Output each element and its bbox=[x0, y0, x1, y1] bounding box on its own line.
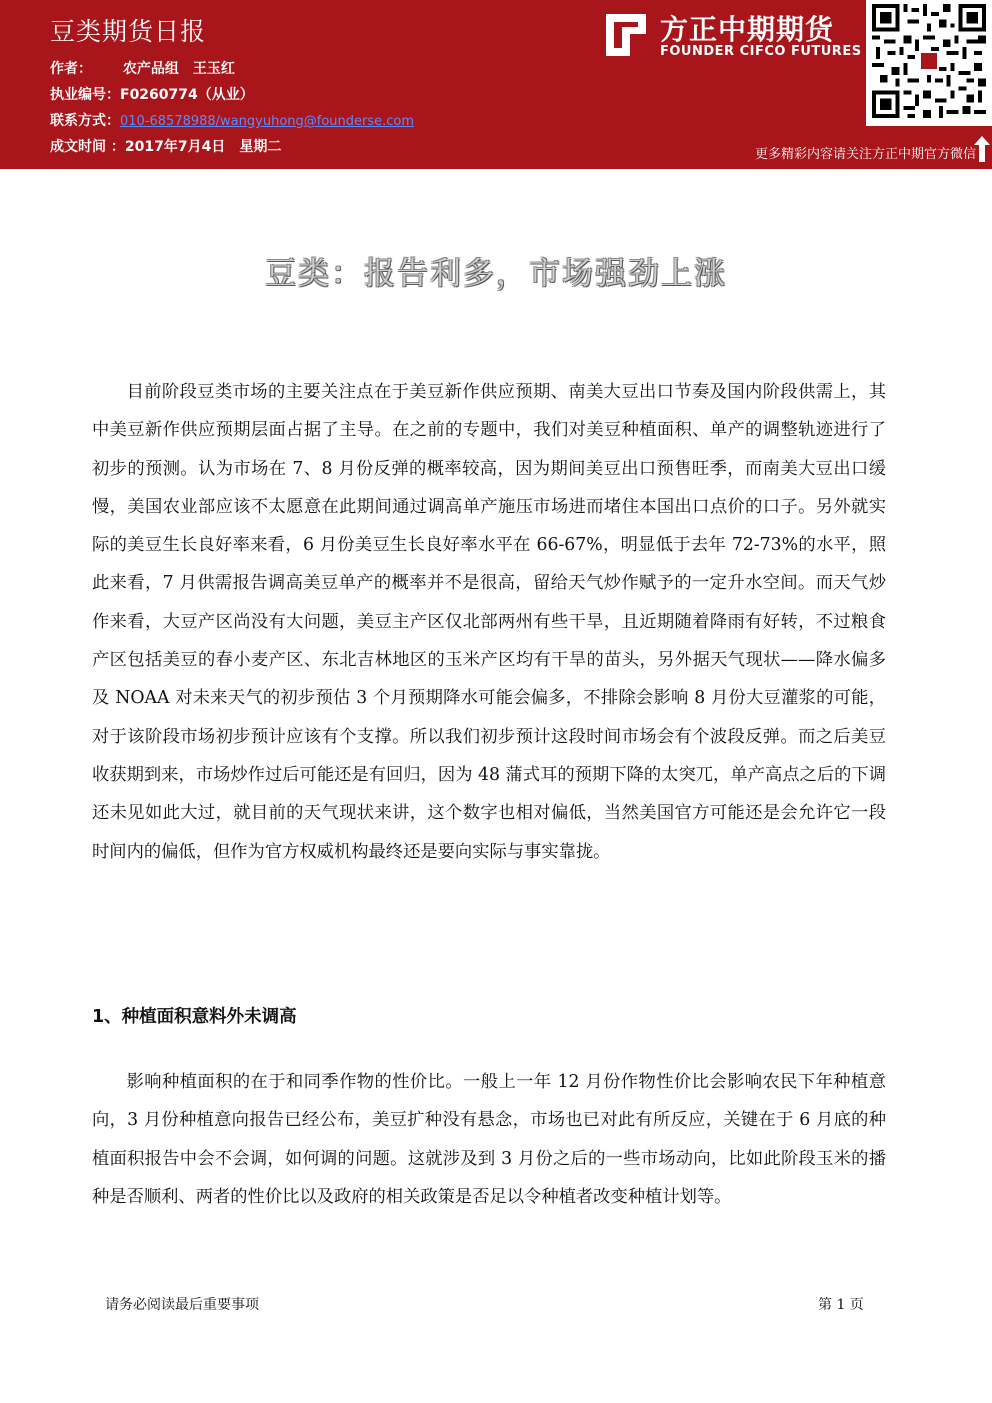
follow-wechat-note: 更多精彩内容请关注方正中期官方微信 bbox=[754, 147, 976, 162]
license-line bbox=[50, 84, 254, 104]
license-value: F0260774（从业） bbox=[120, 87, 254, 103]
logo-chinese-name: 方正中期期货 bbox=[660, 13, 835, 46]
page-number: 第 1 页 bbox=[818, 1297, 864, 1313]
contact-line bbox=[50, 110, 414, 130]
qr-code bbox=[866, 0, 992, 126]
founder-logo-icon bbox=[600, 10, 650, 60]
section-title-1: 1、种植面积意料外未调高 bbox=[92, 1007, 297, 1027]
author-value: 农产品组 王玉红 bbox=[122, 61, 235, 77]
company-logo bbox=[600, 6, 860, 64]
date-value: 2017年7月4日 星期二 bbox=[124, 139, 282, 155]
author-label: 作者： bbox=[50, 61, 92, 77]
license-label: 执业编号： bbox=[50, 87, 120, 103]
logo-english-name: FOUNDER CIFCO FUTURES bbox=[660, 44, 862, 59]
date-line bbox=[50, 136, 281, 156]
author-line bbox=[50, 58, 235, 78]
arrow-up-icon[interactable] bbox=[974, 136, 990, 162]
body-paragraph-2: 影响种植面积的在于和同季作物的性价比。一般上一年 12 月份作物性价比会影响农民下年种植意向，3 月份种植意向报告已经公布，美豆扩种没有悬念，市场也已对此有所反应，关键在于 6 月底的种植面积报告中会不会调，如何调的问题。这就涉及到 3 月份之后的一些市场动向，比如此阶段玉米的播种是否顺利、两者的性价比以及政府的相关政策是否足以令种植者改变种植计划等。 bbox=[92, 1072, 886, 1207]
report-name: 豆类期货日报 bbox=[50, 17, 207, 46]
header-divider bbox=[0, 165, 992, 169]
qr-code-icon bbox=[872, 4, 986, 118]
contact-label: 联系方式： bbox=[50, 113, 120, 129]
date-label: 成文时间 ： bbox=[50, 139, 125, 155]
body-paragraph-1: 目前阶段豆类市场的主要关注点在于美豆新作供应预期、南美大豆出口节奏及国内阶段供需上，其中美豆新作供应预期层面占据了主导。在之前的专题中，我们对美豆种植面积、单产的调整轨迹进行了初步的预测。认为市场在 7、8 月份反弹的概率较高，因为期间美豆出口预售旺季，而南美大豆出口缓慢，美国农业部应该不太愿意在此期间通过调高单产施压市场进而堵住本国出口点价的口子。另外就实际的美豆生长良好率来看，6 月份美豆生长良好率水平在 66-67%，明显低于去年 72-73%的水平，照此来看，7 月供需报告调高美豆单产的概率并不是很高，留给天气炒作赋予的一定升水空间。而天气炒作来看，大豆产区尚没有大问题，美豆主产区仅北部两州有些干旱，且近期随着降雨有好转，不过粮食产区包括美豆的春小麦产区、东北吉林地区的玉米产区均有干旱的苗头，另外据天气现状——降水偏多及 NOAA 对未来天气的初步预估 3 个月预期降水可能会偏多，不排除会影响 8 月份大豆灌浆的可能，对于该阶段市场初步预计应该有个支撑。所以我们初步预计这段时间市场会有个波段反弹。而之后美豆收获期到来，市场炒作过后可能还是有回归，因为 48 蒲式耳的预期下降的太突兀，单产高点之后的下调还未见如此大过，就目前的天气现状来讲，这个数字也相对偏低，当然美国官方可能还是会允许它一段时间内的偏低，但作为官方权威机构最终还是要向实际与事实靠拢。 bbox=[92, 382, 886, 862]
report-title: 豆类：报告利多，市场强劲上涨 bbox=[265, 256, 727, 292]
footer-notice: 请务必阅读最后重要事项 bbox=[105, 1297, 259, 1313]
contact-link[interactable]: 010-68578988/wangyuhong@founderse.com bbox=[120, 114, 415, 129]
